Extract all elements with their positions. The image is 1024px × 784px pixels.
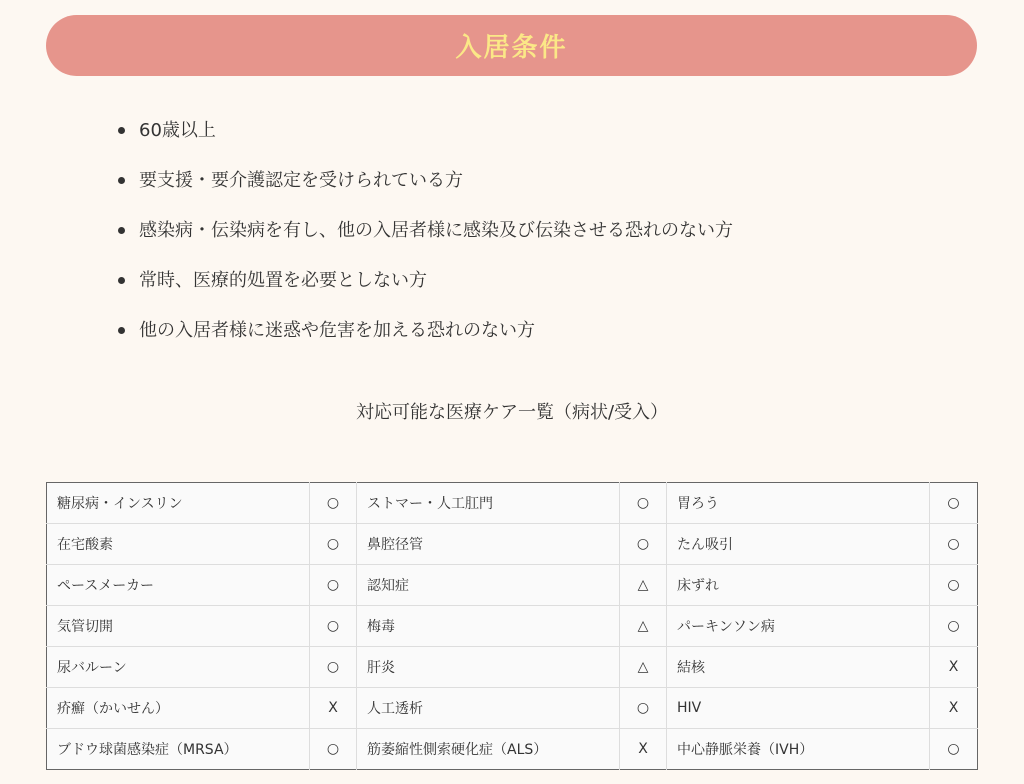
care-table-title: 対応可能な医療ケア一覧（病状/受入） [355, 402, 669, 423]
condition-name-cell: パーキンソン病 [667, 606, 930, 647]
acceptance-mark-cell: ○ [930, 606, 978, 647]
table-row [47, 647, 978, 688]
condition-name-cell: ペースメーカー [47, 565, 310, 606]
condition-name-cell: 梅毒 [357, 606, 620, 647]
condition-name-cell: 肝炎 [357, 647, 620, 688]
condition-item: 他の入居者様に迷惑や危害を加える恐れのない方 [112, 314, 733, 364]
condition-name-cell: 中心静脈栄養（IVH） [667, 729, 930, 770]
acceptance-mark-cell: ○ [930, 483, 978, 524]
acceptance-mark-cell: ○ [310, 729, 357, 770]
section-title: 入居条件 [455, 33, 568, 63]
acceptance-mark-cell: ○ [310, 524, 357, 565]
condition-name-cell: 結核 [667, 647, 930, 688]
acceptance-mark-cell: ○ [310, 606, 357, 647]
table-row [47, 524, 978, 565]
acceptance-mark-cell: ○ [620, 524, 667, 565]
acceptance-mark-cell: ○ [620, 688, 667, 729]
condition-name-cell: 尿バルーン [47, 647, 310, 688]
acceptance-mark-cell: X [930, 647, 978, 688]
acceptance-mark-cell: △ [620, 565, 667, 606]
condition-name-cell: 疥癬（かいせん） [47, 688, 310, 729]
acceptance-mark-cell: △ [620, 606, 667, 647]
acceptance-mark-cell: ○ [310, 647, 357, 688]
condition-item: 要支援・要介護認定を受けられている方 [112, 164, 733, 214]
acceptance-mark-cell: ○ [310, 565, 357, 606]
acceptance-mark-cell: ○ [310, 483, 357, 524]
condition-name-cell: HIV [667, 688, 930, 729]
condition-item: 常時、医療的処置を必要としない方 [112, 264, 733, 314]
medical-care-table [46, 482, 978, 770]
condition-name-cell: 床ずれ [667, 565, 930, 606]
condition-name-cell: 認知症 [357, 565, 620, 606]
condition-name-cell: 胃ろう [667, 483, 930, 524]
condition-name-cell: 気管切開 [47, 606, 310, 647]
condition-name-cell: ストマー・人工肛門 [357, 483, 620, 524]
acceptance-mark-cell: ○ [620, 483, 667, 524]
condition-name-cell: 筋萎縮性側索硬化症（ALS） [357, 729, 620, 770]
acceptance-mark-cell: ○ [947, 741, 960, 757]
condition-name-cell: 糖尿病・インスリン [47, 483, 310, 524]
acceptance-mark-cell: X [310, 688, 357, 729]
condition-name-cell: 鼻腔径管 [357, 524, 620, 565]
section-header-banner [46, 15, 977, 76]
condition-name-cell: たん吸引 [667, 524, 930, 565]
table-row [47, 606, 978, 647]
acceptance-mark-cell: ○ [930, 565, 978, 606]
table-row [47, 565, 978, 606]
table-row [47, 688, 978, 729]
condition-item: 感染病・伝染病を有し、他の入居者様に感染及び伝染させる恐れのない方 [112, 214, 733, 264]
table-row [47, 483, 978, 524]
acceptance-mark-cell: X [930, 688, 978, 729]
acceptance-mark-cell: △ [620, 647, 667, 688]
condition-name-cell: ブドウ球菌感染症（MRSA） [47, 729, 310, 770]
admission-conditions-list [112, 114, 733, 364]
condition-name-cell: 人工透析 [357, 688, 620, 729]
condition-name-cell: 在宅酸素 [47, 524, 310, 565]
acceptance-mark-cell: ○ [930, 524, 978, 565]
table-row [47, 729, 978, 770]
condition-item: 60歳以上 [112, 114, 733, 164]
acceptance-mark-cell: X [620, 729, 667, 770]
